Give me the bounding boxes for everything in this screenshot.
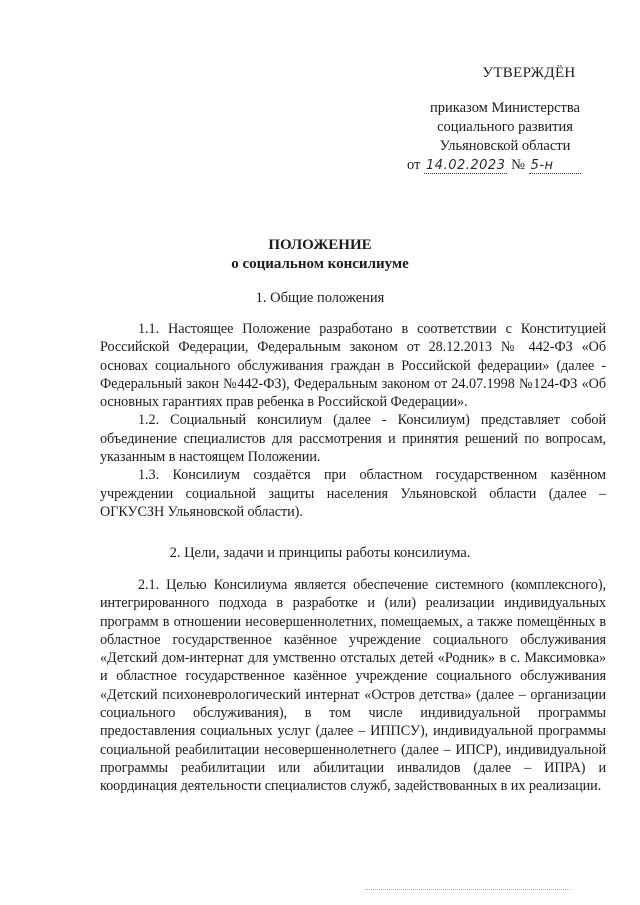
number-prefix: № — [511, 157, 525, 173]
paragraph-2-1: 2.1. Целью Консилиума является обеспечение системного (комплексного), интегрированного подхода в разработке и (или) реализации индивидуальных программ в отношении несовершеннолетних, помещаемых, а также помещённых в областное государственное казённое учреждение социального обслуживания «Детский дом-интернат для умственно отсталых детей «Родник» в с. Максимовка» и областное государственное казённое учреждение социального обслуживания «Детский психоневрологический интернат «Остров детства» (далее – организации социального обслуживания), в том числе индивидуальной программы предоставления социальных услуг (далее – ИППСУ), индивидуальной программы социальной реабилитации несовершеннолетнего (далее – ИПСР), индивидуальной программы реабилитации или абилитации инвалидов (далее – ИПРА) и координация деятельности специалистов служб, задействованных в их реализации. — [100, 577, 606, 795]
paragraph-1-1: 1.1. Настоящее Положение разработано в соответствии с Конституцией Российской Федерации, Федеральным законом от 28.12.2013 № 442-ФЗ «Об основах социального обслуживания граждан в Российской федерации» (далее - Федеральный закон №442-ФЗ), Федеральным законом от 24.07.1998 №124-ФЗ «Об основных гарантиях прав ребенка в Российской Федерации». — [100, 321, 606, 411]
section-2-heading: 2. Цели, задачи и принципы работы консилиума. — [169, 545, 471, 561]
date-prefix: от — [407, 157, 421, 173]
approval-line-3: Ульяновской области — [439, 138, 571, 154]
approval-block — [405, 64, 605, 175]
title-main: ПОЛОЖЕНИЕ — [268, 237, 372, 253]
approval-line-1: приказом Министерства — [430, 100, 580, 116]
section-1-body — [100, 320, 606, 521]
approval-heading: УТВЕРЖДЁН — [482, 65, 576, 81]
handwritten-date: 14.02.2023 — [426, 158, 506, 173]
number-field — [529, 157, 581, 174]
approval-line-2: социального развития — [437, 119, 573, 135]
approval-date-line — [405, 156, 605, 175]
page-footer-line — [365, 889, 570, 890]
handwritten-number: 5-н — [530, 158, 554, 173]
paragraph-1-2: 1.2. Социальный консилиум (далее - Консилиум) представляет собой объединение специалистов для рассмотрения и принятия решений по вопросам, указанным в настоящем Положении. — [100, 412, 606, 466]
title-subtitle: о социальном консилиуме — [231, 256, 409, 272]
section-1-heading: 1. Общие положения — [255, 290, 385, 306]
paragraph-1-3: 1.3. Консилиум создаётся при областном государственном казённом учреждении социальной защиты населения Ульяновской области (далее – ОГКУСЗН Ульяновской области). — [100, 467, 606, 520]
date-field — [424, 157, 507, 174]
document-title — [0, 236, 640, 274]
section-2-body — [100, 576, 606, 796]
